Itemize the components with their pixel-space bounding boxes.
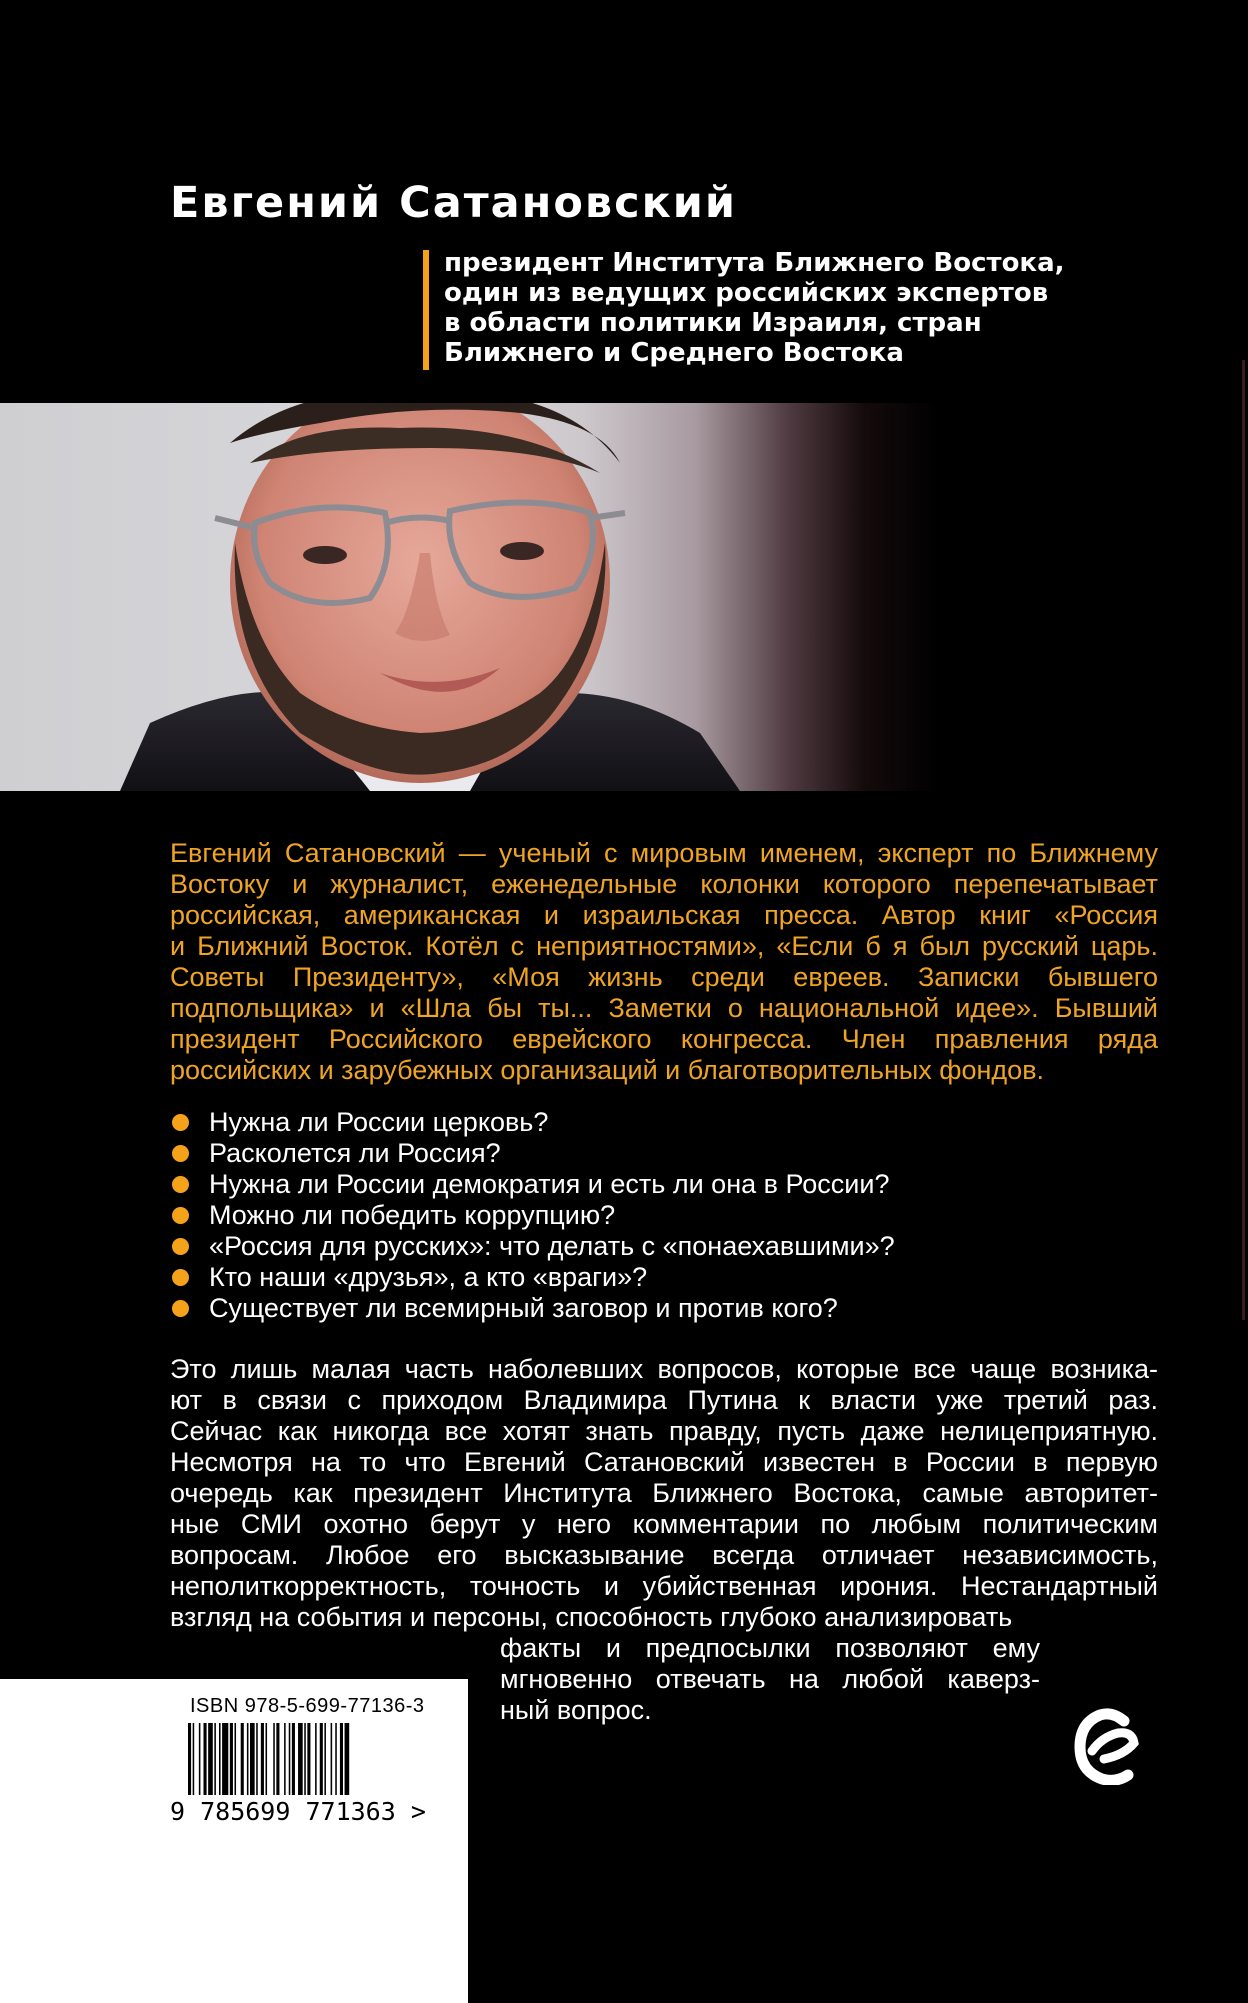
description-line: факты и предпосылки позволяют ему bbox=[500, 1633, 1040, 1663]
description-line: неполиткорректность, точность и убийственная ирония. Нестандартный bbox=[170, 1571, 1158, 1601]
description-line: ют в связи с приходом Владимира Путина к власти уже третий раз. bbox=[170, 1385, 1158, 1415]
bio-line: Востоку и журналист, еженедельные колонки которого перепечатывает bbox=[170, 869, 1158, 899]
description-line: ный вопрос. bbox=[500, 1695, 652, 1725]
bullet-icon bbox=[172, 1114, 189, 1131]
subtitle-line: Ближнего и Среднего Востока bbox=[444, 338, 904, 368]
book-description-tail bbox=[500, 1633, 1040, 1726]
question-text: Нужна ли России демократия и есть ли она в России? bbox=[209, 1169, 890, 1199]
bio-line: российская, американская и израильская пресса. Автор книг «Россия bbox=[170, 900, 1158, 930]
question-list bbox=[172, 1107, 895, 1324]
question-text: Нужна ли России церковь? bbox=[209, 1107, 549, 1137]
question-text: Расколется ли Россия? bbox=[209, 1138, 501, 1168]
bullet-icon bbox=[172, 1176, 189, 1193]
subtitle-line: в области политики Израиля, стран bbox=[444, 308, 982, 338]
author-name: Евгений Сатановский bbox=[170, 178, 738, 228]
subtitle-line: президент Института Ближнего Востока, bbox=[444, 248, 1065, 278]
bullet-icon bbox=[172, 1300, 189, 1317]
accent-bar bbox=[423, 250, 429, 370]
question-text: «Россия для русских»: что делать с «понаехавшими»? bbox=[209, 1231, 895, 1261]
barcode-panel bbox=[0, 1679, 468, 2003]
question-text: Кто наши «друзья», а кто «враги»? bbox=[209, 1262, 648, 1292]
bio-line: и Ближний Восток. Котёл с неприятностями», «Если б я был русский царь. bbox=[170, 931, 1158, 961]
cover-edge-line bbox=[1242, 360, 1245, 1320]
list-item bbox=[172, 1169, 895, 1200]
author-portrait bbox=[0, 403, 940, 791]
description-line: Несмотря на то что Евгений Сатановский известен в России в первую bbox=[170, 1447, 1158, 1477]
bio-line: президент Российского еврейского конгресса. Член правления ряда bbox=[170, 1024, 1158, 1054]
description-line: Сейчас как никогда все хотят знать правду, пусть даже нелицеприятную. bbox=[170, 1416, 1158, 1446]
description-line: Это лишь малая часть наболевших вопросов, которые все чаще возника- bbox=[170, 1354, 1158, 1384]
list-item bbox=[172, 1293, 895, 1324]
list-item bbox=[172, 1231, 895, 1262]
description-line: взгляд на события и персоны, способность глубоко анализировать bbox=[170, 1602, 1013, 1632]
bio-line: Евгений Сатановский — ученый с мировым именем, эксперт по Ближнему bbox=[170, 838, 1158, 868]
author-subtitle bbox=[444, 248, 1124, 368]
author-bio bbox=[170, 838, 1158, 1086]
bio-line: подпольщика» и «Шла бы ты... Заметки о национальной идее». Бывший bbox=[170, 993, 1158, 1023]
isbn-label: ISBN 978-5-699-77136-3 bbox=[190, 1695, 425, 1717]
bullet-icon bbox=[172, 1145, 189, 1162]
bio-line: Советы Президенту», «Моя жизнь среди евреев. Записки бывшего bbox=[170, 962, 1158, 992]
subtitle-line: один из ведущих российских экспертов bbox=[444, 278, 1049, 308]
description-line: очередь как президент Института Ближнего Востока, самые авторитет- bbox=[170, 1478, 1158, 1508]
eksmo-logo-icon bbox=[1072, 1707, 1142, 1785]
bio-line: российских и зарубежных организаций и благотворительных фондов. bbox=[170, 1055, 1045, 1085]
bullet-icon bbox=[172, 1207, 189, 1224]
ean-digits: 9 785699 771363 > bbox=[170, 1797, 426, 1826]
question-text: Можно ли победить коррупцию? bbox=[209, 1200, 616, 1230]
description-line: ные СМИ охотно берут у него комментарии по любым политическим bbox=[170, 1509, 1158, 1539]
book-description bbox=[170, 1354, 1158, 1633]
list-item bbox=[172, 1200, 895, 1231]
bullet-icon bbox=[172, 1238, 189, 1255]
description-line: мгновенно отвечать на любой каверз- bbox=[500, 1664, 1040, 1694]
barcode-icon bbox=[188, 1723, 440, 1857]
portrait-illustration bbox=[0, 403, 940, 791]
list-item bbox=[172, 1138, 895, 1169]
list-item bbox=[172, 1107, 895, 1138]
bullet-icon bbox=[172, 1269, 189, 1286]
description-line: вопросам. Любое его высказывание всегда отличает независимость, bbox=[170, 1540, 1158, 1570]
list-item bbox=[172, 1262, 895, 1293]
question-text: Существует ли всемирный заговор и против кого? bbox=[209, 1293, 838, 1323]
